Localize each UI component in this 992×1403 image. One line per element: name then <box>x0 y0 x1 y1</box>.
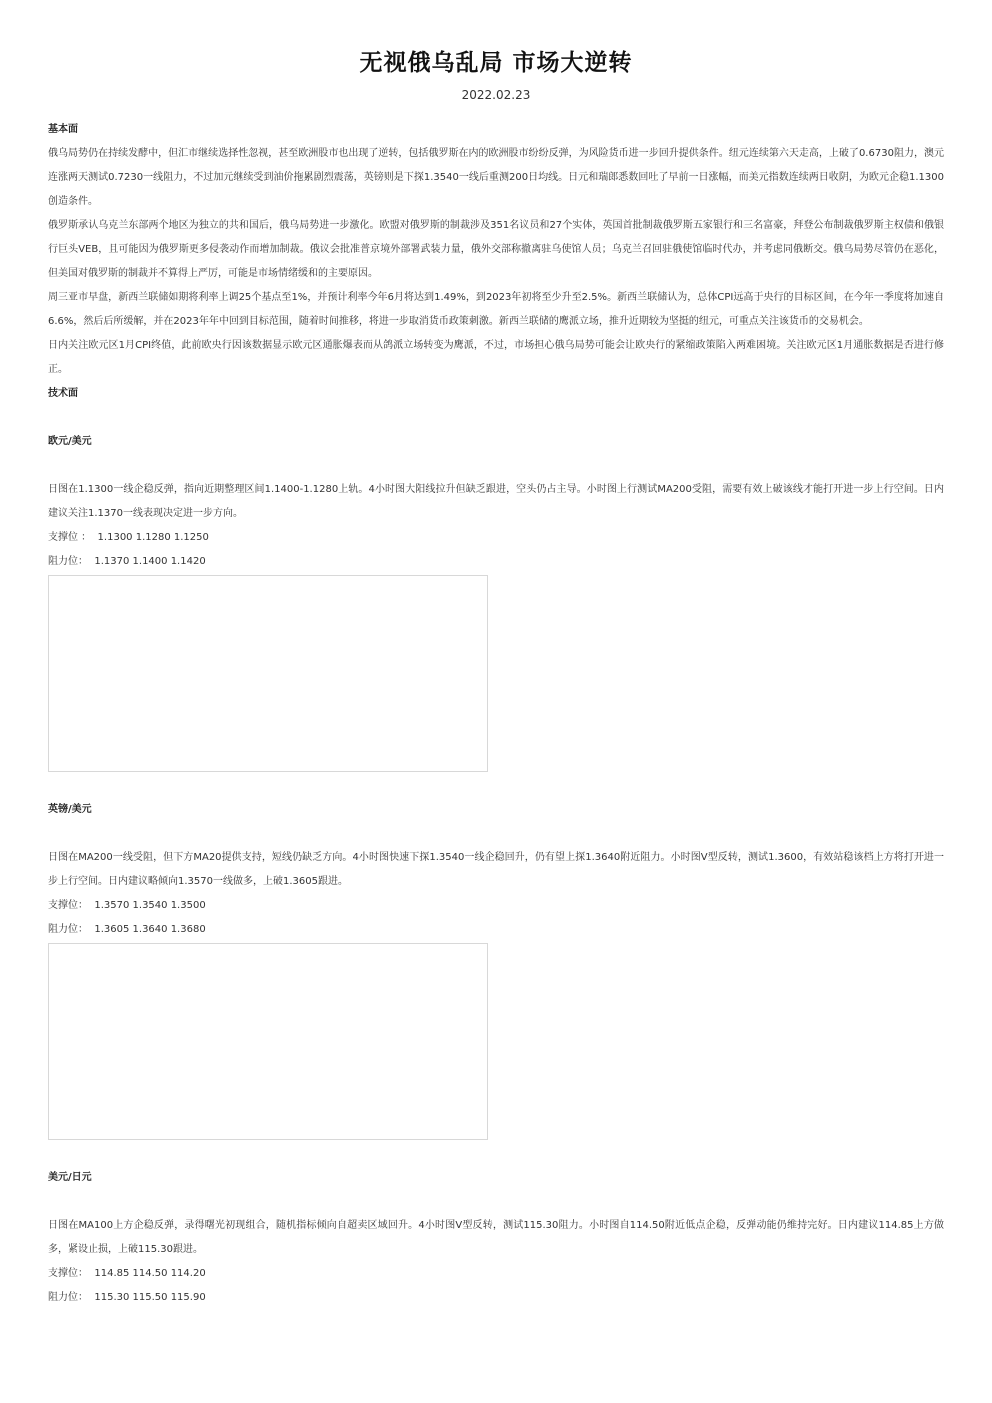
support-levels-eurusd <box>48 526 944 550</box>
support-levels-usdjpy <box>48 1262 944 1286</box>
fundamentals-paragraph: 俄罗斯承认乌克兰东部两个地区为独立的共和国后，俄乌局势进一步激化。欧盟对俄罗斯的制裁涉及351名议员和27个实体，英国首批制裁俄罗斯五家银行和三名富豪，拜登公布制裁俄罗斯主权债和俄银行巨头VEB，且可能因为俄罗斯更多侵袭动作而增加制裁。俄议会批准普京境外部署武装力量，俄外交部称撤离驻乌使馆人员；乌克兰召回驻俄使馆临时代办，并考虑同俄断交。俄乌局势尽管仍在恶化，但美国对俄罗斯的制裁并不算得上严厉，可能是市场情绪缓和的主要原因。 <box>48 220 944 279</box>
fundamentals-heading: 基本面 <box>48 124 78 135</box>
fundamentals-paragraph: 日内关注欧元区1月CPI终值，此前欧央行因该数据显示欧元区通胀爆表而从鸽派立场转变为鹰派，不过，市场担心俄乌局势可能会让欧央行的紧缩政策陷入两难困境。关注欧元区1月通胀数据是否进行修正。 <box>48 340 944 375</box>
chart-image-placeholder-gbpusd <box>48 943 488 1140</box>
fundamentals-paragraph: 周三亚市早盘，新西兰联储如期将利率上调25个基点至1%，并预计利率今年6月将达到1.49%，到2023年初将至少升至2.5%。新西兰联储认为，总体CPI远高于央行的目标区间，在今年一季度将加速自6.6%，然后后所缓解，并在2023年年中回到目标范围，随着时间推移，将进一步取消货币政策刺激。新西兰联储的鹰派立场，推升近期较为坚挺的纽元，可重点关注该货币的交易机会。 <box>48 292 944 327</box>
technical-heading: 技术面 <box>48 388 78 399</box>
resistance-levels-gbpusd <box>48 918 944 942</box>
support-values: 114.85 114.50 114.20 <box>94 1268 206 1279</box>
support-values: 1.1300 1.1280 1.1250 <box>97 532 209 543</box>
resistance-label: 阻力位： <box>48 556 88 567</box>
resistance-levels-eurusd <box>48 550 944 574</box>
article-body <box>48 118 944 1310</box>
support-values: 1.3570 1.3540 1.3500 <box>94 900 206 911</box>
resistance-values: 1.3605 1.3640 1.3680 <box>94 924 206 935</box>
pair-analysis-usdjpy: 日图在MA100上方企稳反弹，录得曙光初现组合，随机指标倾向自超卖区域回升。4小时图V型反转，测试115.30阻力。小时图自114.50附近低点企稳，反弹动能仍维持完好。日内建议114.85上方做多，紧设止损，上破115.30跟进。 <box>48 1220 944 1255</box>
pair-analysis-eurusd: 日图在1.1300一线企稳反弹，指向近期整理区间1.1400-1.1280上轨。4小时图大阳线拉升但缺乏跟进，空头仍占主导。小时图上行测试MA200受阻，需要有效上破该线才能打开进一步上行空间。日内建议关注1.1370一线表现决定进一步方向。 <box>48 484 944 519</box>
support-label: 支撑位： <box>48 900 88 911</box>
pair-heading-usdjpy: 美元/日元 <box>48 1172 92 1183</box>
resistance-label: 阻力位： <box>48 924 88 935</box>
resistance-values: 115.30 115.50 115.90 <box>94 1292 206 1303</box>
support-label: 支撑位 ： <box>48 532 92 543</box>
fundamentals-paragraph: 俄乌局势仍在持续发酵中，但汇市继续选择性忽视，甚至欧洲股市也出现了逆转，包括俄罗斯在内的欧洲股市纷纷反弹，为风险货币进一步回升提供条件。纽元连续第六天走高，上破了0.6730阻力，澳元连涨两天测试0.7230一线阻力，不过加元继续受到油价拖累剧烈震荡，英镑则是下探1.3540一线后重测200日均线。日元和瑞郎悉数回吐了早前一日涨幅，而美元指数连续两日收阴，为欧元企稳1.1300创造条件。 <box>48 148 944 207</box>
resistance-label: 阻力位： <box>48 1292 88 1303</box>
support-levels-gbpusd <box>48 894 944 918</box>
pair-analysis-gbpusd: 日图在MA200一线受阻，但下方MA20提供支持，短线仍缺乏方向。4小时图快速下探1.3540一线企稳回升，仍有望上探1.3640附近阻力。小时图V型反转，测试1.3600，有效站稳该档上方将打开进一步上行空间。日内建议略倾向1.3570一线做多，上破1.3605跟进。 <box>48 852 944 887</box>
pair-heading-gbpusd: 英镑/美元 <box>48 804 92 815</box>
support-label: 支撑位： <box>48 1268 88 1279</box>
pair-heading-eurusd: 欧元/美元 <box>48 436 92 447</box>
resistance-levels-usdjpy <box>48 1286 944 1310</box>
publish-date: 2022.02.23 <box>461 88 531 102</box>
chart-image-placeholder-eurusd <box>48 575 488 772</box>
page-title: 无视俄乌乱局 市场大逆转 <box>359 50 633 76</box>
resistance-values: 1.1370 1.1400 1.1420 <box>94 556 206 567</box>
